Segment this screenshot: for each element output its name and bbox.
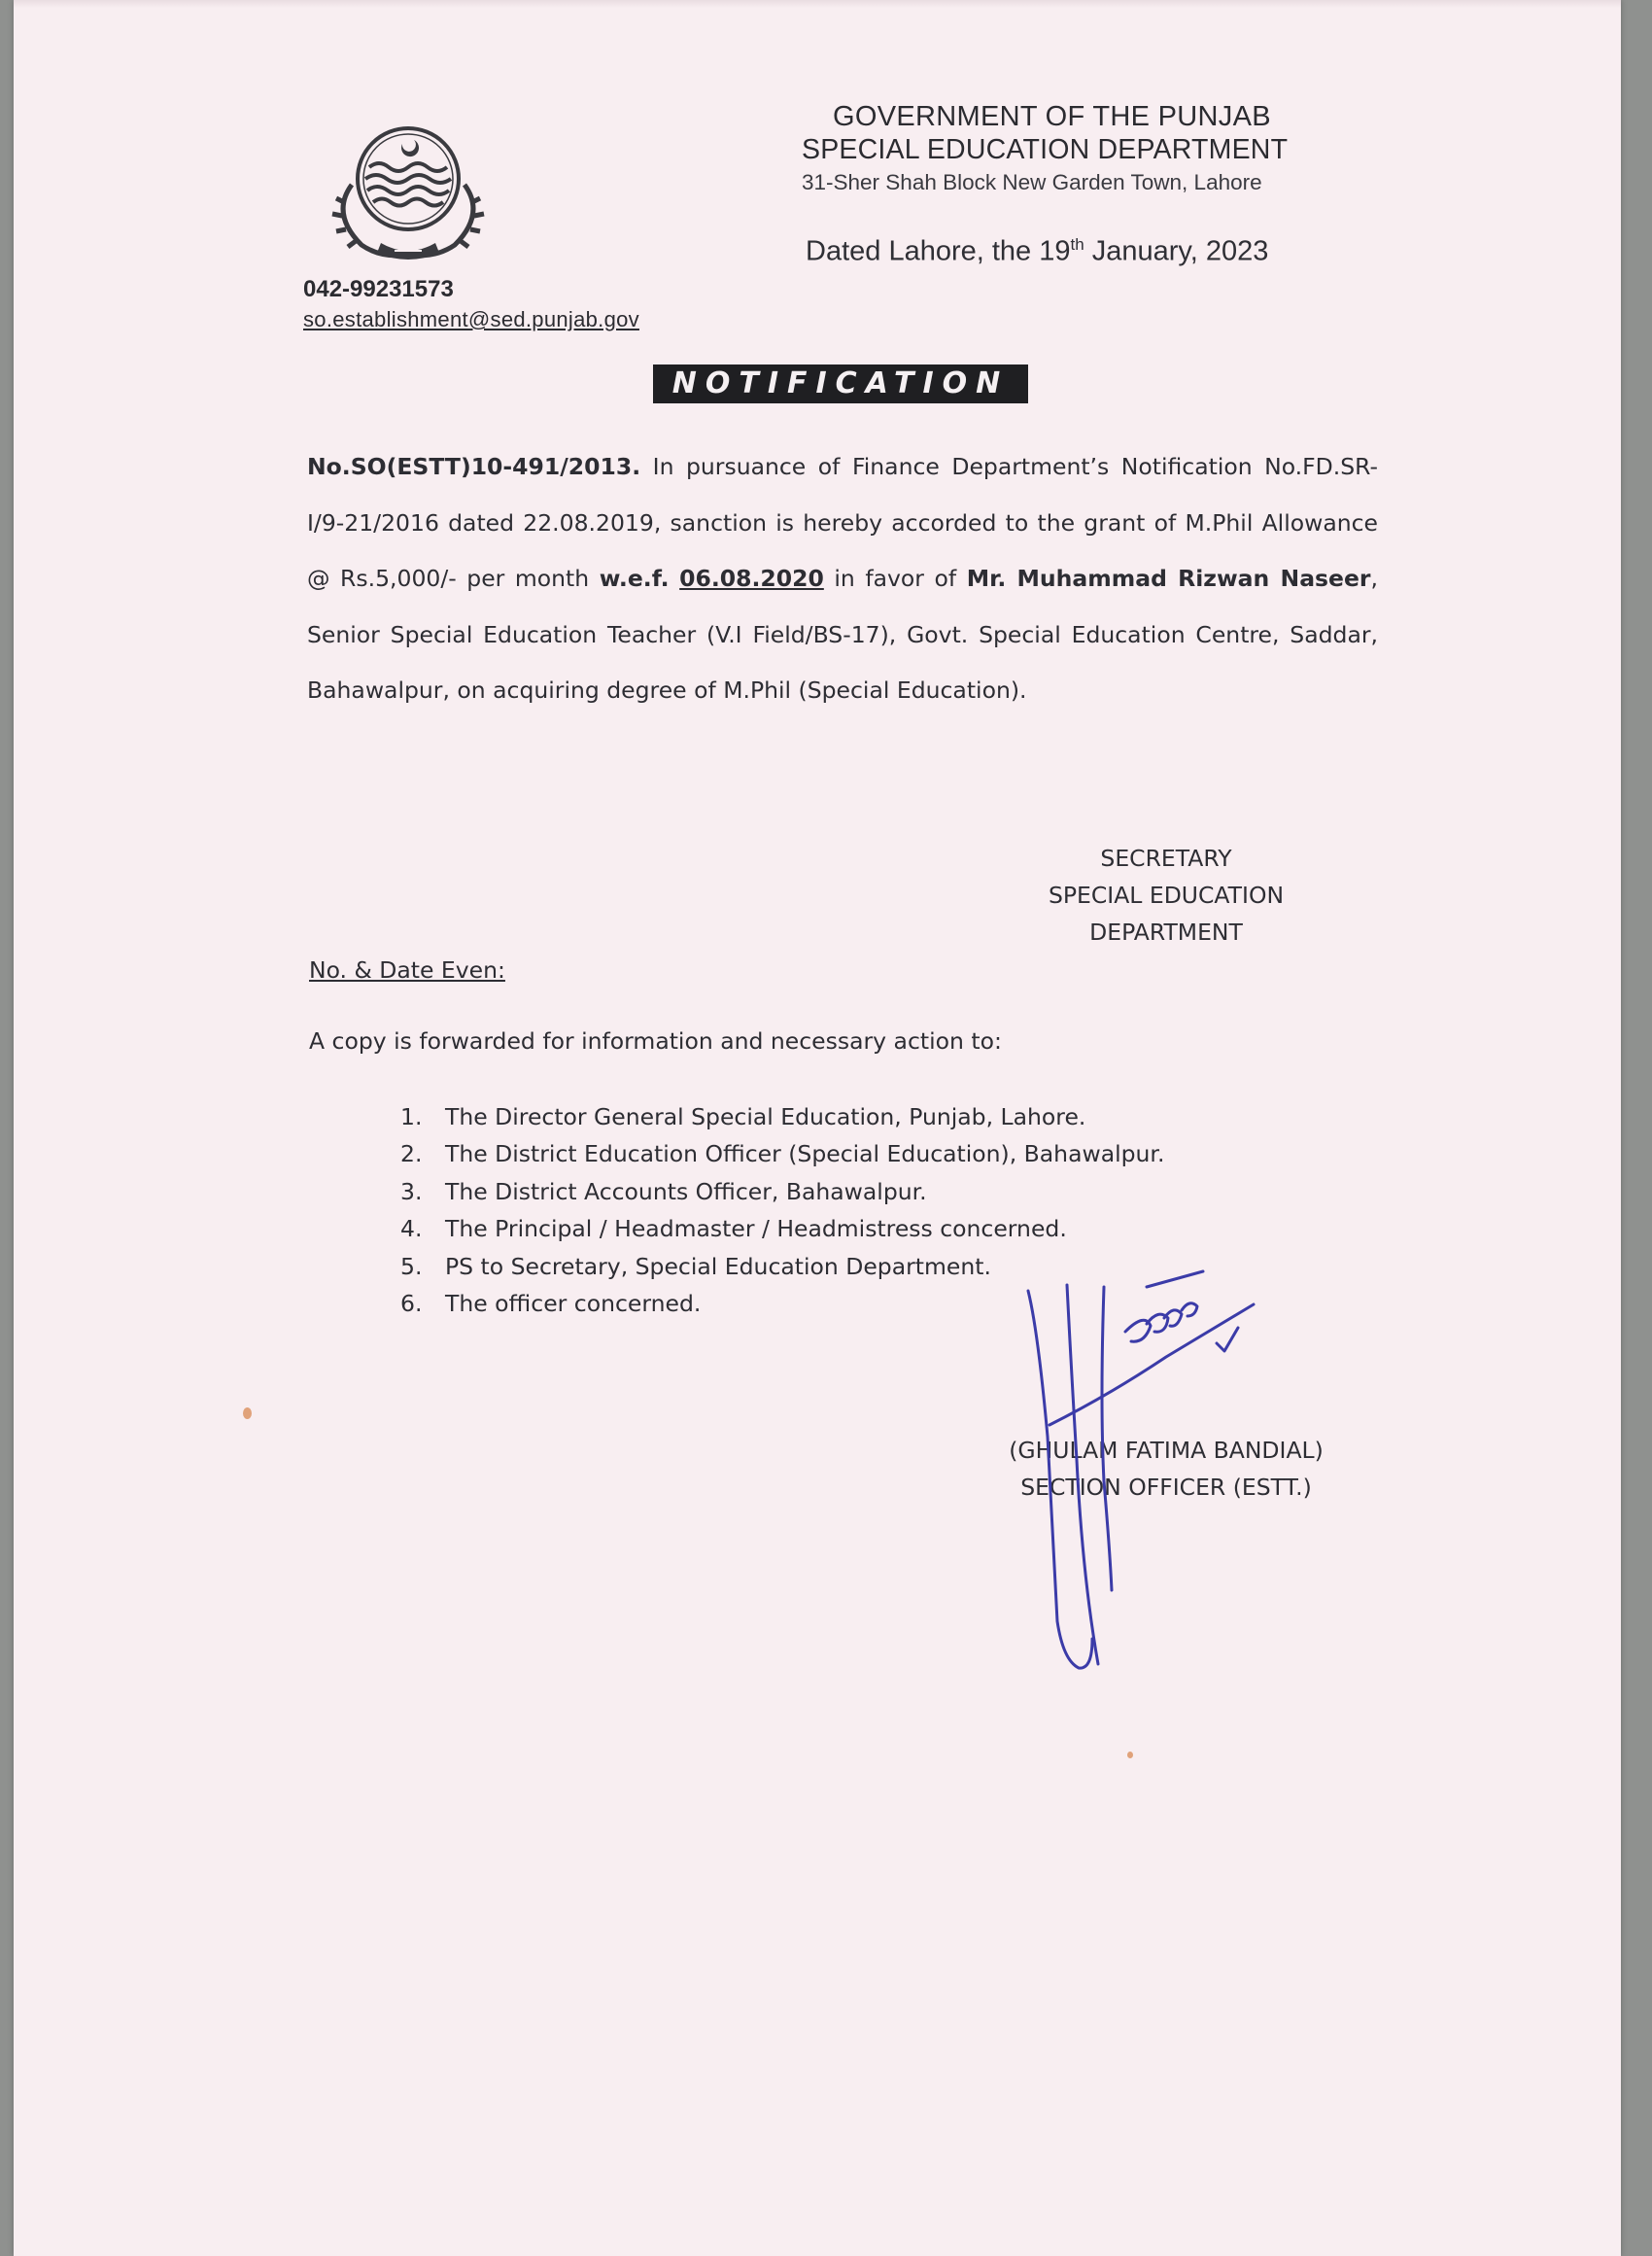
list-text: PS to Secretary, Special Education Department. <box>445 1252 991 1280</box>
notification-body <box>307 439 1378 719</box>
list-item <box>400 1210 1164 1247</box>
signature-icon <box>1011 1264 1273 1672</box>
department-title: SPECIAL EDUCATION DEPARTMENT <box>802 134 1289 165</box>
dated-ordinal: th <box>1070 235 1084 254</box>
list-item <box>400 1173 1164 1210</box>
list-number: 6. <box>400 1290 423 1318</box>
wef-date: 06.08.2020 <box>679 565 824 592</box>
secretary-line-2: SPECIAL EDUCATION <box>1048 882 1285 909</box>
list-number: 5. <box>400 1252 423 1280</box>
list-item <box>400 1135 1164 1172</box>
email-link[interactable]: so.establishment@sed.punjab.gov <box>303 307 639 331</box>
list-number: 2. <box>400 1140 423 1168</box>
list-item <box>400 1098 1164 1135</box>
signatory-name: (GHULAM FATIMA BANDIAL) <box>1009 1437 1324 1464</box>
body-text-2: in favor of <box>823 565 967 592</box>
dated-prefix: Dated Lahore, the 19 <box>806 235 1071 267</box>
forward-text: A copy is forwarded for information and necessary action to: <box>309 1027 1002 1055</box>
secretary-line-3: DEPARTMENT <box>1089 919 1243 946</box>
paper-speck <box>243 1407 252 1419</box>
list-text: The Director General Special Education, Punjab, Lahore. <box>445 1103 1086 1130</box>
list-number: 4. <box>400 1215 423 1243</box>
dated-line <box>806 235 1268 268</box>
wef-label: w.e.f. <box>599 565 670 592</box>
list-text: The Principal / Headmaster / Headmistress concerned. <box>445 1215 1067 1243</box>
punjab-seal-icon <box>313 117 503 282</box>
notification-heading: NOTIFICATION <box>653 364 1028 403</box>
list-number: 3. <box>400 1177 423 1205</box>
employee-name: Mr. Muhammad Rizwan Naseer <box>966 565 1371 592</box>
paper-speck <box>1127 1752 1133 1758</box>
scan-edge <box>14 0 1621 8</box>
no-date-even: No. & Date Even: <box>309 956 505 984</box>
secretary-block <box>991 840 1341 951</box>
signatory-title: SECTION OFFICER (ESTT.) <box>1020 1474 1312 1501</box>
body-text-3: , Senior Special Education Teacher (V.I Field/BS-17), Govt. Special Education Centre, Saddar, Bahawalpur, on acquiring degree of M.Phil (Special Education). <box>307 565 1378 704</box>
body-text-1: In pursuance of Finance Department’s Notification No.FD.SR-I/9-21/2016 dated 22.08.2019, sanction is hereby accorded to the grant of M.Phil Allowance @ Rs.5,000/- per month <box>307 453 1378 592</box>
reference-number: No.SO(ESTT)10-491/2013. <box>307 453 641 480</box>
secretary-line-1: SECRETARY <box>1100 845 1232 872</box>
list-text: The officer concerned. <box>445 1290 702 1318</box>
list-text: The District Accounts Officer, Bahawalpur. <box>445 1177 927 1205</box>
government-title: GOVERNMENT OF THE PUNJAB <box>833 101 1271 132</box>
list-text: The District Education Officer (Special Education), Bahawalpur. <box>445 1140 1165 1168</box>
department-address: 31-Sher Shah Block New Garden Town, Lahore <box>802 170 1262 194</box>
dated-suffix: January, 2023 <box>1084 235 1269 267</box>
list-number: 1. <box>400 1103 423 1130</box>
phone-number: 042-99231573 <box>303 276 454 302</box>
